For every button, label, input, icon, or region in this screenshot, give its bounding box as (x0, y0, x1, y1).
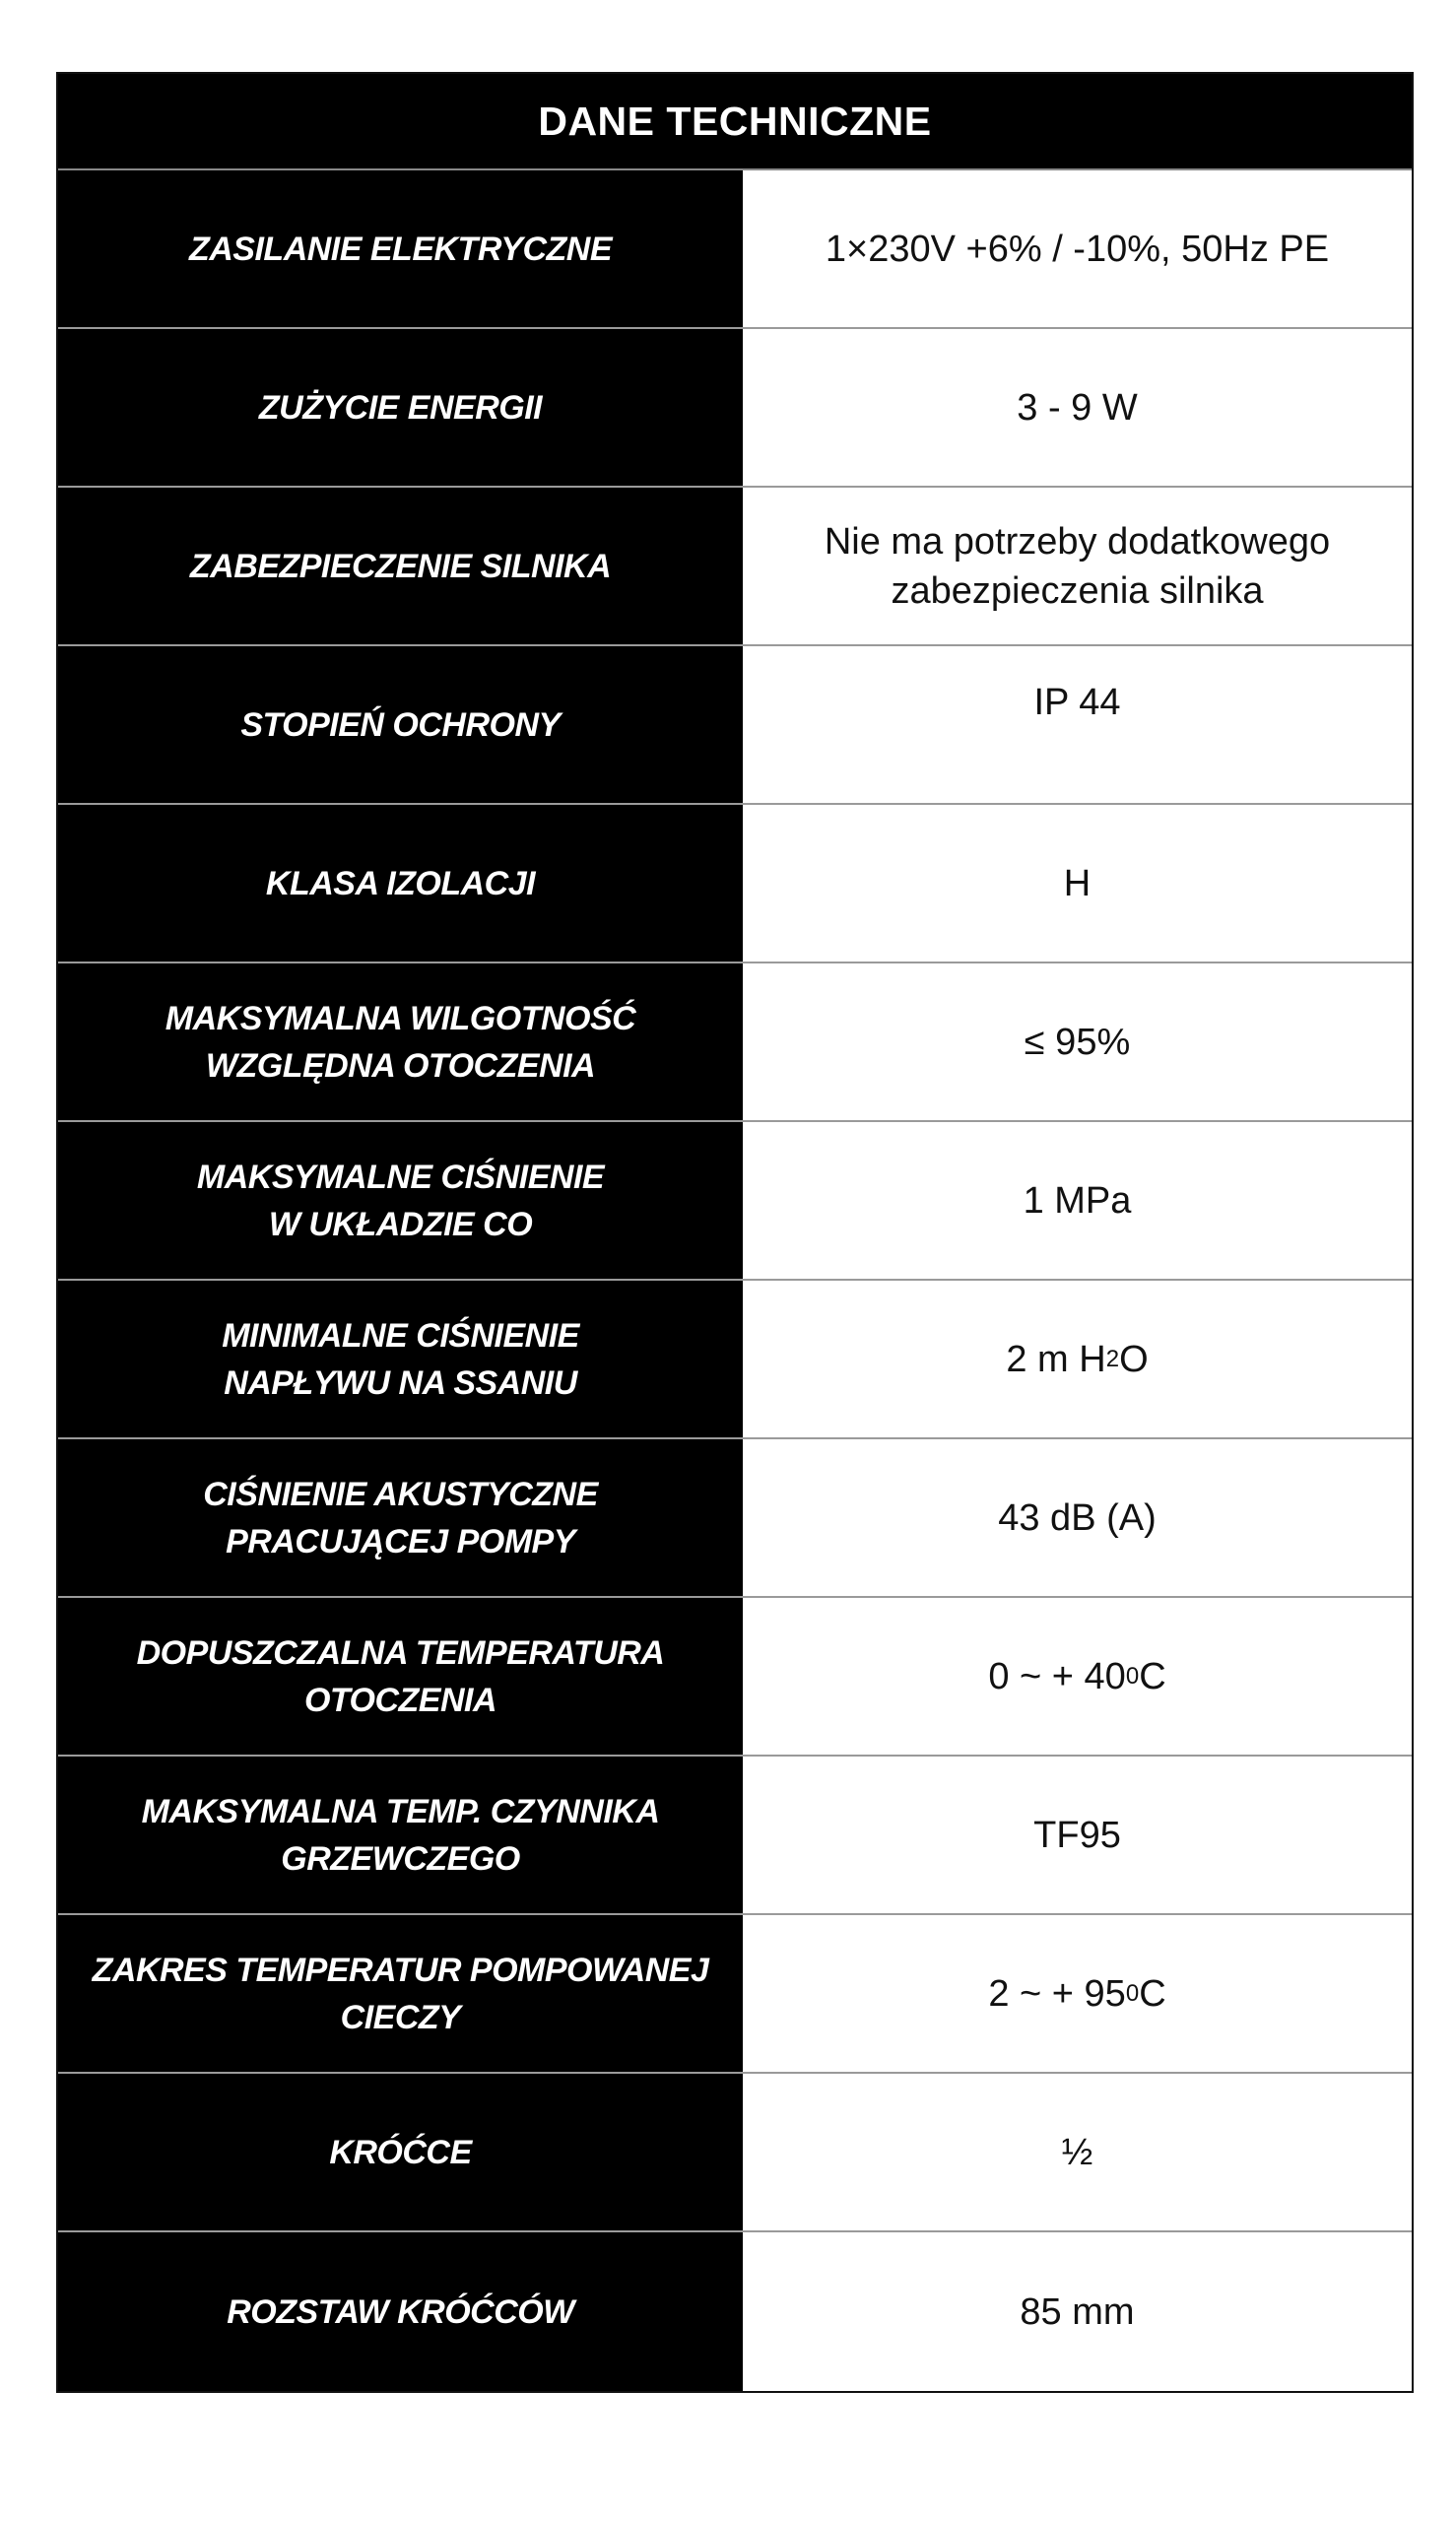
spec-table (56, 72, 1414, 2393)
value-text-end: O (1119, 1338, 1149, 1380)
row-value: 85 mm (743, 2232, 1412, 2391)
value-text-end: C (1139, 1972, 1166, 2015)
row-label: MAKSYMALNA TEMP. CZYNNIKA GRZEWCZEGO (58, 1757, 743, 1913)
table-title: DANE TECHNICZNE (58, 74, 1412, 170)
table-row (58, 2232, 1412, 2391)
table-row (58, 329, 1412, 488)
row-label: MAKSYMALNE CIŚNIENIE W UKŁADZIE CO (58, 1122, 743, 1279)
row-label: KRÓĆCE (58, 2074, 743, 2230)
value-text: 2 m H (1006, 1338, 1106, 1380)
row-value (743, 1598, 1412, 1755)
row-label: ZASILANIE ELEKTRYCZNE (58, 170, 743, 327)
row-value: ≤ 95% (743, 963, 1412, 1120)
row-value: TF95 (743, 1757, 1412, 1913)
row-label: STOPIEŃ OCHRONY (58, 646, 743, 803)
row-value: ½ (743, 2074, 1412, 2230)
table-row (58, 1915, 1412, 2074)
row-value (743, 1281, 1412, 1437)
table-row (58, 805, 1412, 963)
row-value: H (743, 805, 1412, 962)
row-label: ZAKRES TEMPERATUR POMPOWANEJ CIECZY (58, 1915, 743, 2072)
row-label: CIŚNIENIE AKUSTYCZNE PRACUJĄCEJ POMPY (58, 1439, 743, 1596)
row-label: DOPUSZCZALNA TEMPERATURA OTOCZENIA (58, 1598, 743, 1755)
value-subscript: 2 (1105, 1345, 1120, 1372)
value-superscript: 0 (1125, 1979, 1140, 2007)
row-value (743, 1915, 1412, 2072)
table-row (58, 1757, 1412, 1915)
row-label: ZABEZPIECZENIE SILNIKA (58, 488, 743, 644)
value-text-end: C (1139, 1655, 1166, 1697)
row-value: 3 - 9 W (743, 329, 1412, 486)
value-text: 2 ~ + 95 (988, 1972, 1126, 2015)
row-value: 43 dB (A) (743, 1439, 1412, 1596)
row-value: 1×230V +6% / -10%, 50Hz PE (743, 170, 1412, 327)
table-row (58, 1598, 1412, 1757)
row-label: KLASA IZOLACJI (58, 805, 743, 962)
table-row (58, 1439, 1412, 1598)
row-value: 1 MPa (743, 1122, 1412, 1279)
table-row (58, 963, 1412, 1122)
row-label: MINIMALNE CIŚNIENIE NAPŁYWU NA SSANIU (58, 1281, 743, 1437)
table-row (58, 488, 1412, 646)
row-value: Nie ma potrzeby dodatkowego zabezpieczenia silnika (743, 488, 1412, 644)
table-row (58, 2074, 1412, 2232)
table-row (58, 646, 1412, 805)
table-row (58, 170, 1412, 329)
row-label: ZUŻYCIE ENERGII (58, 329, 743, 486)
row-label: MAKSYMALNA WILGOTNOŚĆ WZGLĘDNA OTOCZENIA (58, 963, 743, 1120)
table-row (58, 1281, 1412, 1439)
row-label: ROZSTAW KRÓĆCÓW (58, 2232, 743, 2391)
value-text: 0 ~ + 40 (988, 1655, 1126, 1697)
row-value: IP 44 (743, 646, 1412, 803)
value-superscript: 0 (1125, 1662, 1140, 1690)
table-row (58, 1122, 1412, 1281)
